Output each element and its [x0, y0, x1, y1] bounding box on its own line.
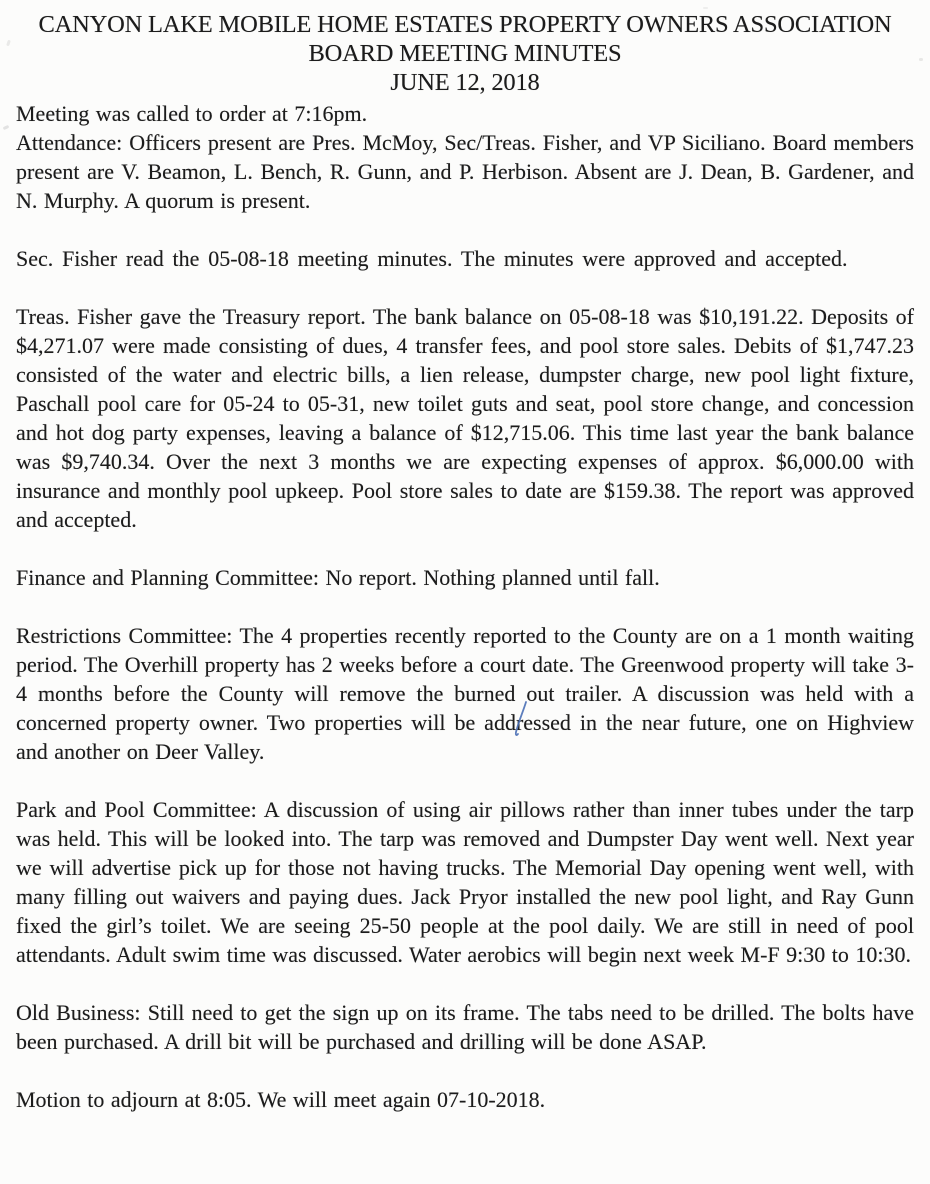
paragraph-finance-committee: Finance and Planning Committee: No report. Nothing planned until fall.: [16, 565, 660, 590]
scan-speck: [919, 58, 923, 61]
document-title: CANYON LAKE MOBILE HOME ESTATES PROPERTY OWNERS ASSOCIATION: [38, 11, 892, 38]
document-header: [16, 10, 914, 97]
paragraph-restrictions-committee: Restrictions Committee: The 4 properties recently reported to the County are on a 1 month waiting period. The Overhill property has 2 weeks before a court date. The Greenwood property will take 3-4 months before the County will remove the burned out trailer. A discussion was held with a concerned property owner. Two properties will be addressed in the near future, one on Highview and another on Deer Valley.: [16, 623, 914, 764]
paragraph-old-business: Old Business: Still need to get the sign up on its frame. The tabs need to be drilled. The bolts have been purchased. A drill bit will be purchased and drilling will be done ASAP.: [16, 1000, 914, 1054]
paragraph-called-to-order: Meeting was called to order at 7:16pm.: [16, 101, 368, 126]
paragraph-previous-minutes: Sec. Fisher read the 05-08-18 meeting minutes. The minutes were approved and accepted.: [16, 246, 848, 271]
paragraph-park-pool-committee: Park and Pool Committee: A discussion of using air pillows rather than inner tubes under the tarp was held. This will be looked into. The tarp was removed and Dumpster Day went well. Next year we will advertise pick up for those not having trucks. The Memorial Day opening went well, with many filling out waivers and paying dues. Jack Pryor installed the new pool light, and Ray Gunn fixed the girl’s toilet. We are seeing 25-50 people at the pool daily. We are still in need of pool attendants. Adult swim time was discussed. Water aerobics will begin next week M-F 9:30 to 10:30.: [16, 797, 914, 967]
scan-speck: [703, 7, 708, 9]
minutes-body: [16, 99, 914, 1114]
paragraph-adjournment: Motion to adjourn at 8:05. We will meet again 07-10-2018.: [16, 1087, 546, 1112]
paragraph-treasury-report: Treas. Fisher gave the Treasury report. The bank balance on 05-08-18 was $10,191.22. Deposits of $4,271.07 were made consisting of dues, 4 transfer fees, and pool store sales. Debits of $1,747.23 consisted of the water and electric bills, a lien release, dumpster charge, new pool light fixture, Paschall pool care for 05-24 to 05-31, new toilet guts and seat, pool store change, and concession and hot dog party expenses, leaving a balance of $12,715.06. This time last year the bank balance was $9,740.34. Over the next 3 months we are expecting expenses of approx. $6,000.00 with insurance and monthly pool upkeep. Pool store sales to date are $159.38. The report was approved and accepted.: [16, 304, 914, 532]
document-date: JUNE 12, 2018: [390, 69, 540, 96]
document-subtitle: BOARD MEETING MINUTES: [308, 40, 622, 67]
paragraph-attendance: Attendance: Officers present are Pres. McMoy, Sec/Treas. Fisher, and VP Siciliano. Board members present are V. Beamon, L. Bench, R. Gunn, and P. Herbison. Absent are J. Dean, B. Gardener, and N. Murphy. A quorum is present.: [16, 130, 914, 213]
